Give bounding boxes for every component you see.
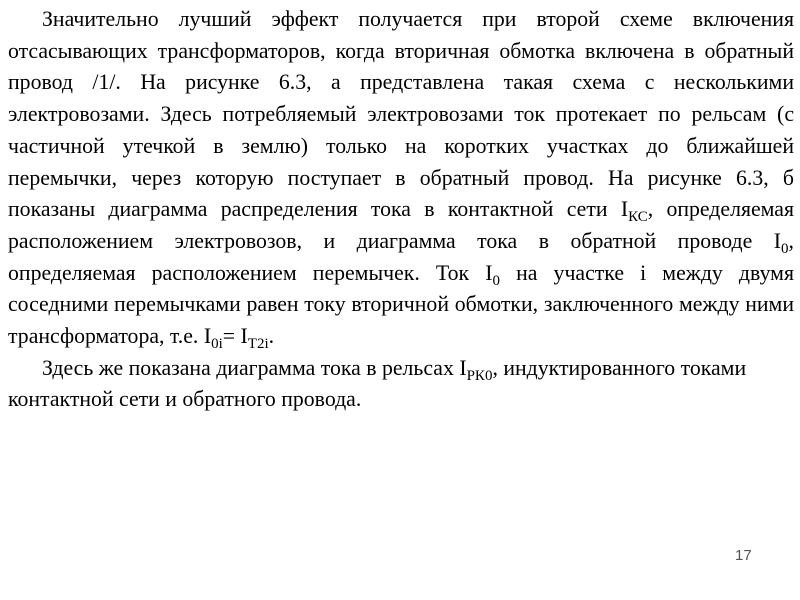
paragraph-1 (8, 4, 794, 353)
page-number: 17 (735, 547, 752, 564)
paragraph-1-text-6: . (268, 324, 275, 349)
subscript-0-second: 0 (492, 272, 500, 289)
subscript-0i: 0i (211, 336, 223, 353)
paragraph-2-text-1: Здесь же показана диаграмма тока в рельсах I (42, 355, 467, 380)
paragraph-1-text-2: , определяемая расположением электровозов, и диаграмма тока в обратной проводе I (8, 197, 794, 253)
paragraph-2-text-2: , индуктированного токами контактной сети и обратного провода. (8, 355, 747, 412)
body-text (8, 4, 794, 416)
subscript-rk0: РК0 (466, 367, 493, 384)
paragraph-1-text-3: , определяемая расположением перемычек. Ток I (8, 228, 794, 285)
subscript-t2i: T2i (247, 336, 269, 353)
paragraph-1-text-5: = I (222, 324, 248, 349)
paragraph-2 (8, 353, 794, 416)
paragraph-1-text-4: на участке i между двумя соседними перемычками равен току вторичной обмотки, заключенного между ними трансформатора, т.е. I (8, 260, 795, 349)
subscript-0: 0 (781, 240, 789, 257)
subscript-kc: КС (628, 209, 648, 226)
paragraph-1-text-1: Значительно лучший эффект получается при второй схеме включения отсасывающих трансформаторов, когда вторичная обмотка включена в обратный провод /1/. На рисунке 6.3, а представлена такая схема с несколькими электровозами. Здесь потребляемый электровозами ток протекает по рельсам (с частичной утечкой в землю) только на коротких участках до ближайшей перемычки, через которую поступает в обратный провод. На рисунке 6.3, б показаны диаграмма распределения тока в контактной сети I (8, 7, 794, 222)
